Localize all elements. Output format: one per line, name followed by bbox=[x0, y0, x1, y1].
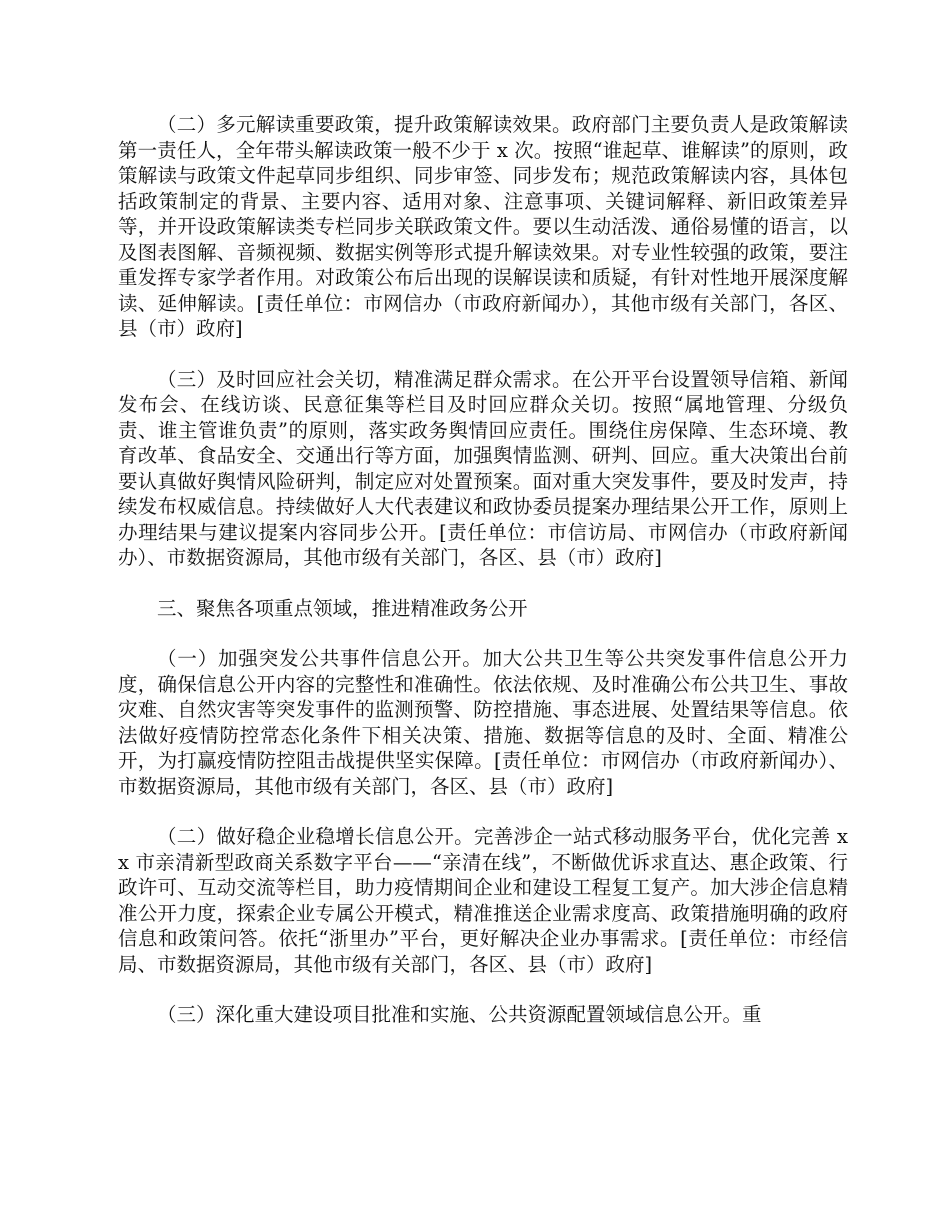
document-body bbox=[118, 112, 848, 1053]
paragraph-enterprise-info: （二）做好稳企业稳增长信息公开。完善涉企一站式移动服务平台，优化完善 xx 市亲清新型政商关系数字平台——“亲清在线”，不断做优诉求直达、惠企政策、行政许可、互动交流等栏目，助力疫情期间企业和建设工程复工复产。加大涉企信息精准公开力度，探索企业专属公开模式，精准推送企业需求度高、政策措施明确的政府信息和政策问答。依托“浙里办”平台，更好解决企业办事需求。[责任单位：市经信局、市数据资源局，其他市级有关部门，各区、县（市）政府] bbox=[118, 825, 848, 976]
paragraph-emergency-info: （一）加强突发公共事件信息公开。加大公共卫生等公共突发事件信息公开力度，确保信息公开内容的完整性和准确性。依法依规、及时准确公布公共卫生、事故灾难、自然灾害等突发事件的监测预警、防控措施、事态进展、处置结果等信息。依法做好疫情防控常态化条件下相关决策、措施、数据等信息的及时、全面、精准公开，为打赢疫情防控阻击战提供坚实保障。[责任单位：市网信办（市政府新闻办）、市数据资源局，其他市级有关部门，各区、县（市）政府] bbox=[118, 647, 848, 798]
section-heading: 三、聚焦各项重点领域，推进精准政务公开 bbox=[157, 596, 528, 620]
paragraph-construction-projects: （三）深化重大建设项目批准和实施、公共资源配置领域信息公开。重 bbox=[157, 1003, 762, 1026]
paragraph-policy-interpretation: （二）多元解读重要政策，提升政策解读效果。政府部门主要负责人是政策解读第一责任人，全年带头解读政策一般不少于 x 次。按照“谁起草、谁解读”的原则，政策解读与政策文件起草同步组织、同步审签、同步发布；规范政策解读内容，具体包括政策制定的背景、主要内容、适用对象、注意事项、关键词解释、新旧政策差异等，并开设政策解读类专栏同步关联政策文件。要以生动活泼、通俗易懂的语言，以及图表图解、音频视频、数据实例等形式提升解读效果。对专业性较强的政策，要注重发挥专家学者作用。对政策公布后出现的误解误读和质疑，有针对性地开展深度解读、延伸解读。[责任单位：市网信办（市政府新闻办），其他市级有关部门，各区、县（市）政府] bbox=[118, 113, 848, 340]
paragraph-public-concerns: （三）及时回应社会关切，精准满足群众需求。在公开平台设置领导信箱、新闻发布会、在线访谈、民意征集等栏目及时回应群众关切。按照“属地管理、分级负责、谁主管谁负责”的原则，落实政务舆情回应责任。围绕住房保障、生态环境、教育改革、食品安全、交通出行等方面，加强舆情监测、研判、回应。重大决策出台前要认真做好舆情风险研判，制定应对处置预案。面对重大突发事件，要及时发声，持续发布权威信息。持续做好人大代表建议和政协委员提案办理结果公开工作，原则上办理结果与建议提案内容同步公开。[责任单位：市信访局、市网信办（市政府新闻办）、市数据资源局，其他市级有关部门，各区、县（市）政府] bbox=[118, 367, 848, 569]
